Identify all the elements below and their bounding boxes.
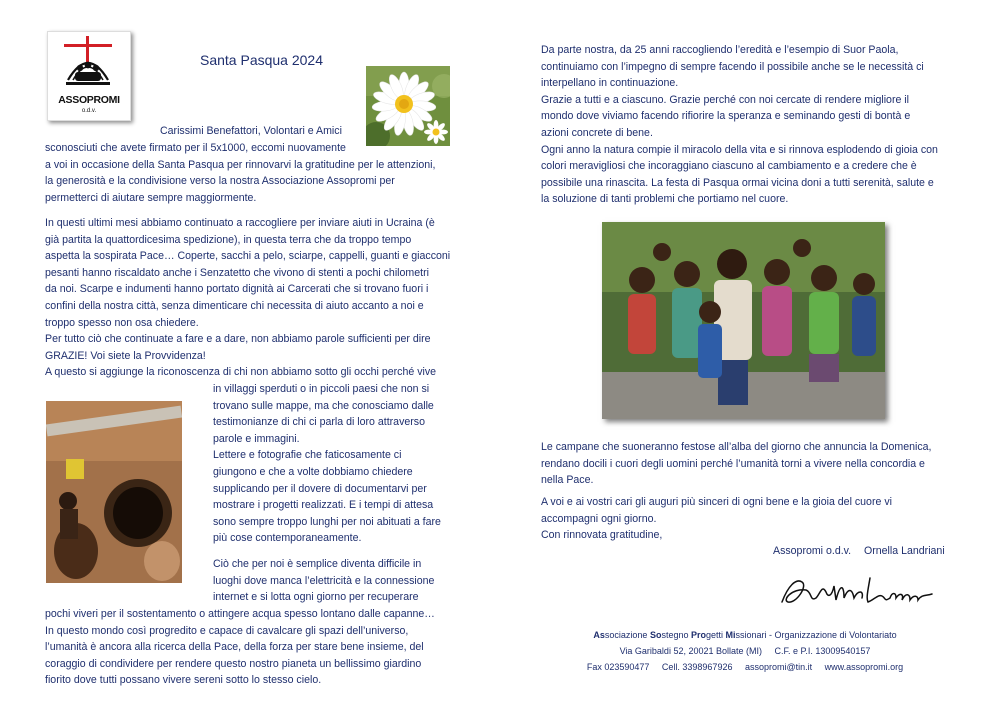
footer-org-name: Associazione Sostegno Progetti Missionari - Organizzazione di Volontariato xyxy=(593,630,897,640)
intro-line: la generosità e la condivisione verso la nostra Associazione Assopromi per xyxy=(45,175,395,188)
closing-text: pochi viveri per il sostentamento o attingere acqua spesso lontano dalle capanne… In questo mondo così progredito e capace di cavalcare gli spazi dell’universo, l’umanità è ancora alla ricerca della Pace, della forza per stare bene insieme, del coraggio di condividere per rendere questo nostro pianeta un bellissimo giardino fiorito dove tutti possano vivere sereni sotto lo stesso cielo. xyxy=(45,608,435,687)
villages-text: in villaggi sperduti o in piccoli paesi che non si trovano sulle mappe, ma che conosciamo dalle testimonianze di chi ci parla di loro attraverso parole e immagini. Lettere e fotografie che faticosamente ci giungono e che a volte dobbiamo chiedere supplicando per il dovere di documentarvi per mostrare i progetti realizzati. E i tempi di attesa sono sempre troppo lunghi per noi abituati a fare più cose contemporaneamente. xyxy=(213,383,441,545)
intro-line: permetterci di aiutare sempre maggiormente. xyxy=(45,191,257,204)
electricity-text: Ciò che per noi è semplice diventa difficile in luoghi dove manca l’elettricità e la connessione internet e si lotta ogni giorno per recuperare xyxy=(213,558,435,604)
gratitude-paragraph xyxy=(541,42,961,208)
bells-paragraph xyxy=(541,439,961,489)
well-photo xyxy=(46,401,182,583)
assopromi-logo xyxy=(47,31,131,121)
sign-name: Ornella Landriani xyxy=(864,545,945,557)
letter-title: Santa Pasqua 2024 xyxy=(200,52,323,68)
intro-line: sconosciuti che avete firmato per il 5x1000, eccomi nuovamente xyxy=(45,142,346,154)
logo-emblem-icon xyxy=(48,32,130,94)
handwritten-signature xyxy=(778,572,938,617)
daisy-photo xyxy=(366,66,450,146)
intro-line: a voi in occasione della Santa Pasqua per rinnovarvi la gratitudine per le attenzioni, xyxy=(45,158,436,171)
gratitude-text: Da parte nostra, da 25 anni raccogliendo l’eredità e l’esempio di Suor Paola, continuiamo con l’impegno di sempre facendo il possibile anche se le necessità ci interpellano in continuazione. Grazie a tutti e a ciascuno. Grazie perché con noi cercate di rendere migliore il mondo dove viviamo facendo rifiorire la speranza e seminando gesti di bontà e azioni concrete di bene. Ogni anno la natura compie il miracolo della vita e si rinnova esplodendo di gioia con colori meravigliosi che incoraggiano ciascuno al cambiamento e a credere che è possibile una rinascita. La festa di Pasqua ormai vicina doni a tutti serenità, salute e la soluzione di tanti problemi che portiamo nel cuore. xyxy=(541,44,938,206)
ukraine-paragraph xyxy=(45,215,465,381)
logo-subtitle: o.d.v. xyxy=(81,108,97,114)
closing-paragraph xyxy=(45,606,475,689)
footer-contacts: Fax 023590477 Cell. 3398967926 assopromi@tin.it www.assopromi.org xyxy=(586,662,904,672)
intro-paragraph xyxy=(45,140,465,206)
electricity-paragraph xyxy=(213,556,468,606)
logo-wordmark: ASSOPROMI xyxy=(58,94,120,106)
ukraine-text: In questi ultimi mesi abbiamo continuato a raccogliere per inviare aiuti in Ucraina (è già partita la quattordicesima spedizione), in questa terra che da troppo tempo aspetta la sospirata Pace… Coperte, sacchi a pelo, sciarpe, cappelli, guanti e giacconi pesanti hanno riscaldato anche i Senzatetto che vivono di stenti a pochi chilometri da noi. Scarpe e indumenti hanno portato dignità ai Carcerati che si trovano fuori i confini della nostra città, senza dimenticare chi necessita di aiuto accanto a noi e troppo spesso non osa chiedere. Per tutto ciò che continuate a fare e a dare, non abbiamo parole sufficienti per dire GRAZIE! Voi siete la Provvidenza! A questo si aggiunge la riconoscenza di chi non abbiamo sotto gli occhi perché vive xyxy=(45,217,451,379)
sign-org: Assopromi o.d.v. xyxy=(773,545,852,557)
bells-text: Le campane che suoneranno festose all’alba del giorno che annuncia la Domenica, rendano docili i cuori degli uomini perché l’umanità torni a vivere nella concordia e nella Pace. xyxy=(541,441,932,487)
footer-address: Via Garibaldi 52, 20021 Bollate (MI) C.F. e P.I. 13009540157 xyxy=(619,646,871,656)
greeting: Carissimi Benefattori, Volontari e Amici xyxy=(160,125,342,137)
wishes-text: A voi e ai vostri cari gli auguri più sinceri di ogni bene e la gioia del cuore vi accompagni ogni giorno. Con rinnovata gratitudine, xyxy=(541,496,892,542)
villages-paragraph xyxy=(213,381,468,547)
children-photo xyxy=(602,222,885,419)
wishes-paragraph xyxy=(541,494,961,544)
footer xyxy=(580,627,910,675)
